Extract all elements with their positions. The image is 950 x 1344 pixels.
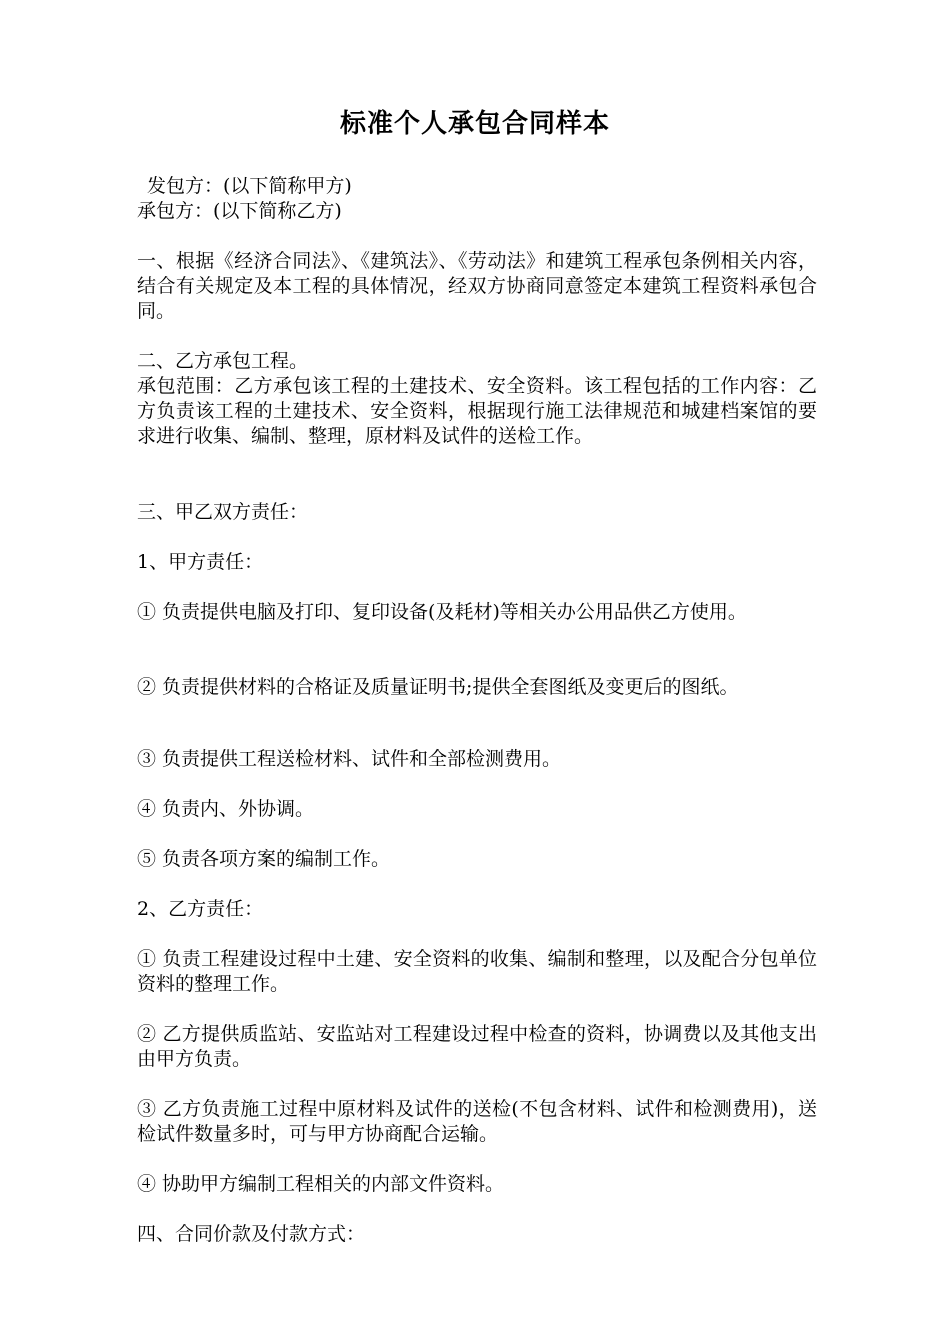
section-1-paragraph: 一、根据《经济合同法》、《建筑法》、《劳动法》和建筑工程承包条例相关内容，结合有关规定及本工程的具体情况，经双方协商同意签定本建筑工程资料承包合同。 — [137, 250, 817, 322]
party-a-item: ② 负责提供材料的合格证及质量证明书;提供全套图纸及变更后的图纸。 — [137, 676, 739, 698]
party-b-item: ④ 协助甲方编制工程相关的内部文件资料。 — [137, 1173, 505, 1195]
section-2-heading: 二、乙方承包工程。 — [137, 350, 309, 372]
section-3-heading: 三、甲乙双方责任： — [137, 501, 309, 523]
employer-line: 发包方：(以下简称甲方) — [147, 175, 352, 197]
party-a-item: ① 负责提供电脑及打印、复印设备(及耗材)等相关办公用品供乙方使用。 — [137, 601, 747, 623]
party-b-item: ② 乙方提供质监站、安监站对工程建设过程中检查的资料，协调费以及其他支出由甲方负责。 — [137, 1023, 817, 1070]
party-a-item: ③ 负责提供工程送检材料、试件和全部检测费用。 — [137, 748, 562, 770]
party-b-item: ① 负责工程建设过程中土建、安全资料的收集、编制和整理，以及配合分包单位资料的整理工作。 — [137, 948, 817, 995]
party-a-item: ⑤ 负责各项方案的编制工作。 — [137, 848, 391, 870]
party-b-heading: 2、乙方责任： — [137, 898, 264, 920]
party-a-item: ④ 负责内、外协调。 — [137, 798, 315, 820]
party-b-item: ③ 乙方负责施工过程中原材料及试件的送检(不包含材料、试件和检测费用)，送检试件数量多时，可与甲方协商配合运输。 — [137, 1098, 817, 1145]
section-2-scope-paragraph: 承包范围：乙方承包该工程的土建技术、安全资料。该工程包括的工作内容：乙方负责该工程的土建技术、安全资料，根据现行施工法律规范和城建档案馆的要求进行收集、编制、整理，原材料及试件的送检工作。 — [137, 375, 817, 447]
party-a-heading: 1、甲方责任： — [137, 551, 264, 573]
contractor-line: 承包方：(以下简称乙方) — [137, 200, 342, 222]
page-title: 标准个人承包合同样本 — [339, 109, 610, 139]
section-4-heading: 四、合同价款及付款方式： — [137, 1223, 366, 1245]
